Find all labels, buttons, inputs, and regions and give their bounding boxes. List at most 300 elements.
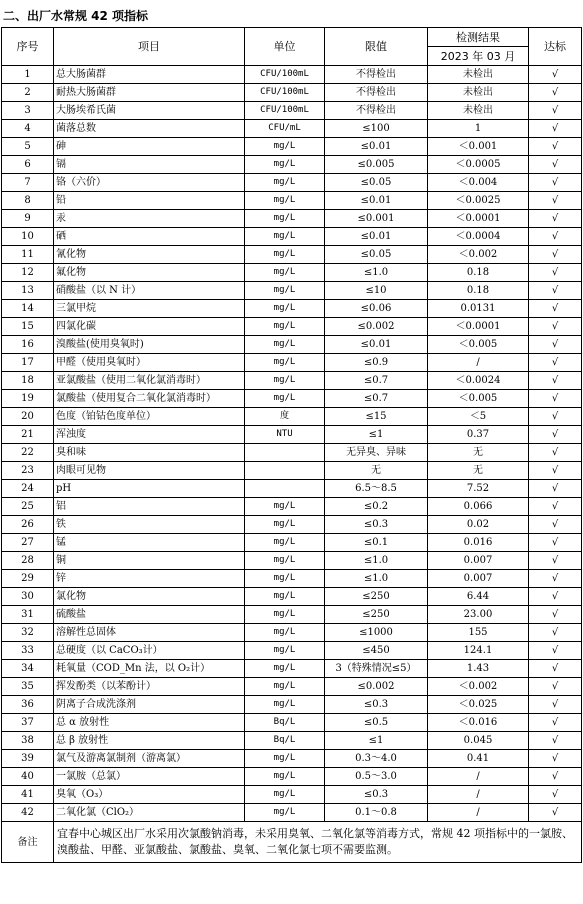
cell-item: 砷: [54, 138, 245, 156]
cell-item: 甲醛（使用臭氧时）: [54, 354, 245, 372]
cell-seq: 19: [2, 390, 54, 408]
cell-limit: 无: [325, 462, 428, 480]
cell-limit: ≤0.01: [325, 336, 428, 354]
cell-pass: √: [529, 138, 582, 156]
cell-seq: 14: [2, 300, 54, 318]
cell-seq: 32: [2, 624, 54, 642]
cell-pass: √: [529, 102, 582, 120]
cell-result: ＜0.005: [428, 336, 529, 354]
cell-limit: ≤0.9: [325, 354, 428, 372]
cell-unit: mg/L: [245, 372, 325, 390]
cell-limit: ≤0.002: [325, 678, 428, 696]
cell-result: 7.52: [428, 480, 529, 498]
cell-limit: ≤250: [325, 606, 428, 624]
cell-item: 四氯化碳: [54, 318, 245, 336]
cell-pass: √: [529, 462, 582, 480]
cell-limit: ≤0.01: [325, 192, 428, 210]
cell-unit: NTU: [245, 426, 325, 444]
cell-limit: 不得检出: [325, 66, 428, 84]
cell-unit: [245, 462, 325, 480]
cell-result: ＜5: [428, 408, 529, 426]
cell-limit: ≤0.001: [325, 210, 428, 228]
cell-item: 色度（铂钴色度单位）: [54, 408, 245, 426]
cell-seq: 27: [2, 534, 54, 552]
section-title: 二、出厂水常规 42 项指标: [3, 9, 149, 23]
table-row: [2, 102, 582, 120]
cell-unit: mg/L: [245, 336, 325, 354]
cell-item: 总 β 放射性: [54, 732, 245, 750]
note-label: 备注: [2, 822, 54, 863]
cell-limit: ≤0.005: [325, 156, 428, 174]
cell-limit: 0.1～0.8: [325, 804, 428, 822]
cell-result: ＜0.002: [428, 678, 529, 696]
table-row: [2, 390, 582, 408]
cell-result: 未检出: [428, 84, 529, 102]
cell-unit: mg/L: [245, 300, 325, 318]
cell-limit: ≤250: [325, 588, 428, 606]
table-row: [2, 498, 582, 516]
cell-unit: mg/L: [245, 246, 325, 264]
cell-item: 硝酸盐（以 N 计）: [54, 282, 245, 300]
cell-unit: mg/L: [245, 588, 325, 606]
cell-pass: √: [529, 678, 582, 696]
table-row: [2, 732, 582, 750]
cell-pass: √: [529, 426, 582, 444]
cell-pass: √: [529, 264, 582, 282]
cell-item: 铝: [54, 498, 245, 516]
cell-pass: √: [529, 210, 582, 228]
table-header-row: [2, 28, 582, 47]
cell-pass: √: [529, 84, 582, 102]
cell-unit: mg/L: [245, 696, 325, 714]
cell-item: 总大肠菌群: [54, 66, 245, 84]
cell-limit: ≤0.3: [325, 516, 428, 534]
table-row: [2, 642, 582, 660]
table-row: [2, 138, 582, 156]
cell-pass: √: [529, 696, 582, 714]
table-row: [2, 192, 582, 210]
cell-limit: ≤0.05: [325, 246, 428, 264]
cell-limit: ≤1: [325, 426, 428, 444]
cell-unit: mg/L: [245, 156, 325, 174]
cell-unit: mg/L: [245, 624, 325, 642]
cell-item: 肉眼可见物: [54, 462, 245, 480]
cell-result: 6.44: [428, 588, 529, 606]
cell-result: 0.18: [428, 264, 529, 282]
cell-unit: mg/L: [245, 570, 325, 588]
cell-item: 臭氧（O₃）: [54, 786, 245, 804]
cell-unit: mg/L: [245, 498, 325, 516]
cell-seq: 37: [2, 714, 54, 732]
cell-result: ＜0.005: [428, 390, 529, 408]
table-row: [2, 66, 582, 84]
header-pass: 达标: [529, 28, 582, 66]
cell-seq: 40: [2, 768, 54, 786]
cell-pass: √: [529, 552, 582, 570]
cell-limit: ≤0.01: [325, 138, 428, 156]
cell-unit: mg/L: [245, 390, 325, 408]
cell-limit: 3（特殊情况≤5）: [325, 660, 428, 678]
cell-item: 铁: [54, 516, 245, 534]
cell-limit: ≤0.002: [325, 318, 428, 336]
cell-seq: 17: [2, 354, 54, 372]
cell-item: 三氯甲烷: [54, 300, 245, 318]
cell-pass: √: [529, 246, 582, 264]
table-row: [2, 570, 582, 588]
cell-limit: ≤0.1: [325, 534, 428, 552]
cell-result: 0.0131: [428, 300, 529, 318]
table-row: [2, 318, 582, 336]
cell-unit: mg/L: [245, 660, 325, 678]
cell-item: 硫酸盐: [54, 606, 245, 624]
cell-pass: √: [529, 336, 582, 354]
cell-limit: ≤1.0: [325, 264, 428, 282]
cell-unit: mg/L: [245, 678, 325, 696]
cell-result: ＜0.0001: [428, 210, 529, 228]
table-row: [2, 480, 582, 498]
cell-pass: √: [529, 120, 582, 138]
cell-item: 氯化物: [54, 588, 245, 606]
cell-result: ＜0.025: [428, 696, 529, 714]
cell-item: 挥发酚类（以苯酚计）: [54, 678, 245, 696]
cell-result: ＜0.004: [428, 174, 529, 192]
cell-item: 氰化物: [54, 246, 245, 264]
cell-seq: 23: [2, 462, 54, 480]
cell-unit: mg/L: [245, 318, 325, 336]
cell-seq: 21: [2, 426, 54, 444]
cell-seq: 22: [2, 444, 54, 462]
cell-item: 锰: [54, 534, 245, 552]
table-row: [2, 714, 582, 732]
cell-result: 0.045: [428, 732, 529, 750]
cell-pass: √: [529, 786, 582, 804]
cell-unit: Bq/L: [245, 714, 325, 732]
cell-limit: ≤0.05: [325, 174, 428, 192]
cell-seq: 5: [2, 138, 54, 156]
cell-seq: 1: [2, 66, 54, 84]
cell-unit: [245, 444, 325, 462]
table-row: [2, 660, 582, 678]
cell-result: 0.066: [428, 498, 529, 516]
cell-pass: √: [529, 606, 582, 624]
cell-result: 0.016: [428, 534, 529, 552]
cell-item: 铅: [54, 192, 245, 210]
cell-unit: CFU/100mL: [245, 102, 325, 120]
cell-pass: √: [529, 516, 582, 534]
cell-unit: mg/L: [245, 138, 325, 156]
table-row: [2, 210, 582, 228]
cell-limit: 0.3～4.0: [325, 750, 428, 768]
cell-result: 0.18: [428, 282, 529, 300]
table-row: [2, 174, 582, 192]
cell-result: 未检出: [428, 66, 529, 84]
cell-seq: 4: [2, 120, 54, 138]
cell-unit: [245, 480, 325, 498]
cell-unit: Bq/L: [245, 732, 325, 750]
cell-item: pH: [54, 480, 245, 498]
cell-pass: √: [529, 732, 582, 750]
cell-pass: √: [529, 372, 582, 390]
cell-result: ＜0.001: [428, 138, 529, 156]
cell-seq: 16: [2, 336, 54, 354]
cell-item: 大肠埃希氏菌: [54, 102, 245, 120]
cell-limit: 不得检出: [325, 102, 428, 120]
cell-pass: √: [529, 282, 582, 300]
cell-seq: 31: [2, 606, 54, 624]
cell-unit: mg/L: [245, 210, 325, 228]
cell-seq: 13: [2, 282, 54, 300]
cell-result: 未检出: [428, 102, 529, 120]
header-seq: 序号: [2, 28, 54, 66]
cell-pass: √: [529, 534, 582, 552]
cell-seq: 29: [2, 570, 54, 588]
cell-result: /: [428, 786, 529, 804]
cell-limit: 0.5～3.0: [325, 768, 428, 786]
cell-limit: ≤0.7: [325, 372, 428, 390]
cell-limit: ≤0.06: [325, 300, 428, 318]
cell-pass: √: [529, 318, 582, 336]
table-row: [2, 354, 582, 372]
cell-limit: ≤100: [325, 120, 428, 138]
cell-seq: 38: [2, 732, 54, 750]
water-quality-table: [1, 27, 582, 863]
cell-pass: √: [529, 570, 582, 588]
cell-limit: ≤0.3: [325, 786, 428, 804]
cell-seq: 12: [2, 264, 54, 282]
cell-unit: mg/L: [245, 192, 325, 210]
cell-result: /: [428, 768, 529, 786]
cell-limit: ≤450: [325, 642, 428, 660]
cell-unit: mg/L: [245, 750, 325, 768]
cell-unit: mg/L: [245, 786, 325, 804]
cell-seq: 2: [2, 84, 54, 102]
cell-pass: √: [529, 354, 582, 372]
cell-item: 氟化物: [54, 264, 245, 282]
cell-result: ＜0.0005: [428, 156, 529, 174]
cell-seq: 18: [2, 372, 54, 390]
cell-limit: ≤1000: [325, 624, 428, 642]
cell-seq: 7: [2, 174, 54, 192]
cell-unit: mg/L: [245, 174, 325, 192]
cell-pass: √: [529, 714, 582, 732]
table-row: [2, 750, 582, 768]
cell-seq: 34: [2, 660, 54, 678]
header-result-date: 2023 年 03 月: [428, 47, 529, 66]
cell-limit: ≤0.7: [325, 390, 428, 408]
cell-unit: CFU/100mL: [245, 66, 325, 84]
cell-unit: mg/L: [245, 516, 325, 534]
table-row: [2, 246, 582, 264]
cell-item: 铜: [54, 552, 245, 570]
cell-pass: √: [529, 228, 582, 246]
cell-limit: ≤1: [325, 732, 428, 750]
cell-seq: 42: [2, 804, 54, 822]
cell-unit: mg/L: [245, 264, 325, 282]
cell-item: 阴离子合成洗涤剂: [54, 696, 245, 714]
cell-limit: ≤0.3: [325, 696, 428, 714]
cell-item: 铬（六价）: [54, 174, 245, 192]
cell-result: ＜0.016: [428, 714, 529, 732]
cell-item: 总硬度（以 CaCO₃计）: [54, 642, 245, 660]
table-row: [2, 534, 582, 552]
cell-pass: √: [529, 624, 582, 642]
cell-pass: √: [529, 192, 582, 210]
cell-item: 亚氯酸盐（使用二氧化氯消毒时）: [54, 372, 245, 390]
table-row: [2, 372, 582, 390]
table-row: [2, 786, 582, 804]
cell-result: 0.41: [428, 750, 529, 768]
cell-seq: 41: [2, 786, 54, 804]
cell-seq: 3: [2, 102, 54, 120]
table-row: [2, 426, 582, 444]
note-text: 宜春中心城区出厂水采用次氯酸钠消毒，未采用臭氧、二氧化氯等消毒方式，常规 42 项指标中的一氯胺、溴酸盐、甲醛、亚氯酸盐、氯酸盐、臭氧、二氧化氯七项不需要监测。: [54, 822, 582, 863]
cell-item: 氯气及游离氯制剂（游离氯）: [54, 750, 245, 768]
header-result: 检测结果: [428, 28, 529, 47]
cell-seq: 25: [2, 498, 54, 516]
header-unit: 单位: [245, 28, 325, 66]
table-row: [2, 804, 582, 822]
cell-pass: √: [529, 660, 582, 678]
cell-result: 1: [428, 120, 529, 138]
table-row: [2, 156, 582, 174]
cell-unit: mg/L: [245, 552, 325, 570]
table-row: [2, 84, 582, 102]
cell-seq: 33: [2, 642, 54, 660]
cell-result: 0.007: [428, 552, 529, 570]
cell-pass: √: [529, 444, 582, 462]
cell-unit: mg/L: [245, 606, 325, 624]
cell-item: 锌: [54, 570, 245, 588]
cell-item: 总 α 放射性: [54, 714, 245, 732]
cell-pass: √: [529, 642, 582, 660]
cell-item: 耐热大肠菌群: [54, 84, 245, 102]
cell-unit: CFU/100mL: [245, 84, 325, 102]
cell-seq: 8: [2, 192, 54, 210]
cell-limit: ≤10: [325, 282, 428, 300]
note-row: [2, 822, 582, 863]
cell-result: 无: [428, 444, 529, 462]
cell-item: 氯酸盐（使用复合二氧化氯消毒时）: [54, 390, 245, 408]
cell-pass: √: [529, 768, 582, 786]
cell-result: /: [428, 804, 529, 822]
cell-pass: √: [529, 174, 582, 192]
table-row: [2, 462, 582, 480]
table-row: [2, 678, 582, 696]
cell-pass: √: [529, 408, 582, 426]
cell-seq: 9: [2, 210, 54, 228]
cell-item: 臭和味: [54, 444, 245, 462]
table-row: [2, 768, 582, 786]
table-row: [2, 336, 582, 354]
cell-unit: mg/L: [245, 282, 325, 300]
cell-seq: 36: [2, 696, 54, 714]
cell-seq: 10: [2, 228, 54, 246]
cell-result: 1.43: [428, 660, 529, 678]
cell-limit: ≤0.2: [325, 498, 428, 516]
cell-unit: CFU/mL: [245, 120, 325, 138]
cell-item: 二氧化氯（ClO₂）: [54, 804, 245, 822]
table-row: [2, 408, 582, 426]
cell-limit: 不得检出: [325, 84, 428, 102]
cell-pass: √: [529, 750, 582, 768]
cell-result: 0.02: [428, 516, 529, 534]
cell-limit: ≤0.01: [325, 228, 428, 246]
cell-result: ＜0.0025: [428, 192, 529, 210]
cell-pass: √: [529, 804, 582, 822]
cell-unit: 度: [245, 408, 325, 426]
cell-unit: mg/L: [245, 804, 325, 822]
cell-pass: √: [529, 390, 582, 408]
cell-pass: √: [529, 156, 582, 174]
cell-result: ＜0.0004: [428, 228, 529, 246]
cell-result: 124.1: [428, 642, 529, 660]
cell-limit: ≤15: [325, 408, 428, 426]
cell-item: 溶解性总固体: [54, 624, 245, 642]
table-row: [2, 300, 582, 318]
cell-pass: √: [529, 480, 582, 498]
cell-seq: 39: [2, 750, 54, 768]
header-item: 项目: [54, 28, 245, 66]
cell-seq: 28: [2, 552, 54, 570]
cell-pass: √: [529, 300, 582, 318]
cell-limit: 无异臭、异味: [325, 444, 428, 462]
cell-unit: mg/L: [245, 642, 325, 660]
cell-limit: ≤1.0: [325, 552, 428, 570]
cell-seq: 15: [2, 318, 54, 336]
cell-unit: mg/L: [245, 768, 325, 786]
cell-unit: mg/L: [245, 228, 325, 246]
cell-result: ＜0.0024: [428, 372, 529, 390]
table-row: [2, 624, 582, 642]
cell-result: ＜0.002: [428, 246, 529, 264]
cell-item: 汞: [54, 210, 245, 228]
cell-seq: 30: [2, 588, 54, 606]
cell-pass: √: [529, 498, 582, 516]
table-row: [2, 444, 582, 462]
cell-pass: √: [529, 588, 582, 606]
cell-limit: 6.5～8.5: [325, 480, 428, 498]
cell-unit: mg/L: [245, 534, 325, 552]
cell-seq: 26: [2, 516, 54, 534]
cell-result: ＜0.0001: [428, 318, 529, 336]
table-row: [2, 588, 582, 606]
cell-item: 浑浊度: [54, 426, 245, 444]
table-row: [2, 606, 582, 624]
cell-seq: 11: [2, 246, 54, 264]
cell-seq: 6: [2, 156, 54, 174]
cell-unit: mg/L: [245, 354, 325, 372]
table-row: [2, 696, 582, 714]
cell-item: 镉: [54, 156, 245, 174]
cell-item: 溴酸盐(使用臭氧时): [54, 336, 245, 354]
cell-result: 155: [428, 624, 529, 642]
header-limit: 限值: [325, 28, 428, 66]
table-row: [2, 120, 582, 138]
cell-limit: ≤0.5: [325, 714, 428, 732]
table-row: [2, 516, 582, 534]
cell-item: 一氯胺（总氯）: [54, 768, 245, 786]
cell-seq: 35: [2, 678, 54, 696]
cell-limit: ≤1.0: [325, 570, 428, 588]
cell-item: 硒: [54, 228, 245, 246]
table-row: [2, 282, 582, 300]
cell-result: /: [428, 354, 529, 372]
cell-result: 0.007: [428, 570, 529, 588]
table-row: [2, 228, 582, 246]
cell-seq: 24: [2, 480, 54, 498]
cell-item: 耗氧量（COD_Mn 法，以 O₂计）: [54, 660, 245, 678]
cell-result: 无: [428, 462, 529, 480]
